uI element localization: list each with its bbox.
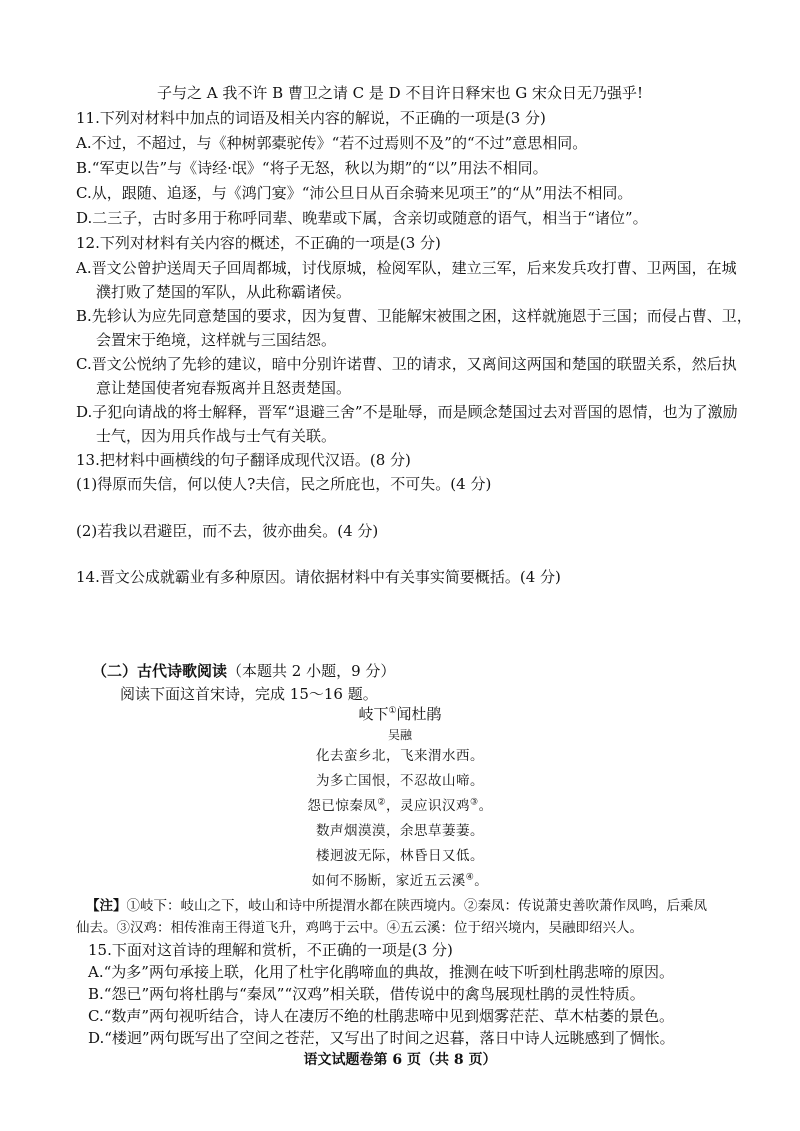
notes-text-1: ①岐下：岐山之下，岐山和诗中所提渭水都在陕西境内。②秦凤：传说萧史善吹萧作凤鸣，后乘凤 <box>126 898 707 914</box>
q13-sentence-1: (1)得原而失信，何以使人?夫信，民之所庇也，不可失。(4 分) <box>76 475 492 493</box>
poem-line-6 <box>0 871 800 891</box>
poem-line-6-part1: 如何不肠断，家近五云溪 <box>311 873 466 889</box>
q15-option-b: B.“怨已”两句将杜鹃与“秦凤”“汉鸡”相关联，借传说中的禽鸟展现杜鹃的灵性特质。 <box>88 985 645 1003</box>
q14-stem: 14.晋文公成就霸业有多种原因。请依据材料中有关事实简要概括。(4 分) <box>76 568 561 586</box>
q11-stem: 11.下列对材料中加点的词语及相关内容的解说，不正确的一项是(3 分) <box>76 109 546 127</box>
poem-notes-line1 <box>86 896 707 916</box>
q13-sentence-2: (2)若我以君避臣，而不去，彼亦曲矣。(4 分) <box>76 522 379 540</box>
q12-option-b-line1: B.先轸认为应先同意楚国的要求，因为复曹、卫能解宋被围之困，这样就施恩于三国；而侵占曹、卫， <box>76 307 752 325</box>
q11-option-b: B.“军吏以告”与《诗经·氓》“将子无怒，秋以为期”的“以”用法不相同。 <box>76 159 548 177</box>
poem-title-part2: 闻杜鹃 <box>396 705 442 723</box>
q15-option-a: A.“为多”两句承接上联，化用了杜宇化鹃啼血的典故，推测在岐下听到杜鹃悲啼的原因。 <box>88 963 674 981</box>
page-footer: 语文试题卷第 6 页（共 8 页） <box>303 1052 497 1068</box>
q12-stem: 12.下列对材料有关内容的概述，不正确的一项是(3 分) <box>76 234 441 252</box>
poem-line-6-mark: ④ <box>465 872 475 883</box>
poem-line-1: 化去蛮乡北，飞来渭水西。 <box>316 748 484 764</box>
section2-instruction: 阅读下面这首宋诗，完成 15～16 题。 <box>120 685 378 703</box>
q12-option-c-line2: 意让楚国使者宛春叛离并且怒责楚国。 <box>96 379 352 397</box>
q11-option-a: A.不过，不超过，与《种树郭橐驼传》“若不过焉则不及”的“不过”意思相同。 <box>76 134 588 152</box>
q11-option-c: C.从，跟随、追逐，与《鸿门宴》“沛公旦日从百余骑来见项王”的“从”用法不相同。 <box>76 184 633 202</box>
q15-stem: 15.下面对这首诗的理解和赏析，不正确的一项是(3 分) <box>88 941 453 959</box>
answer-marks-line: 子与之 A 我不许 B 曹卫之请 C 是 D 不目许日释宋也 G 宋众日无乃强乎! <box>156 84 644 102</box>
poem-line-3-mark1: ② <box>377 797 386 808</box>
q12-option-a-line1: A.晋文公曾护送周天子回周都城，讨伐原城，检阅军队，建立三军，后来发兵攻打曹、卫两国，在城 <box>76 259 737 277</box>
poem-title <box>0 704 800 724</box>
q12-option-b-line2: 会置宋于绝境，这样就与三国结怨。 <box>96 331 337 349</box>
notes-label: 【注】 <box>86 898 127 914</box>
section2-heading <box>92 661 395 681</box>
poem-line-6-tail: 。 <box>474 873 489 889</box>
q13-stem: 13.把材料中画横线的句子翻译成现代汉语。(8 分) <box>76 451 411 469</box>
poem-title-footnote-mark: ① <box>388 706 397 716</box>
poem-notes-line2: 仙去。③汉鸡：相传淮南王得道飞升，鸡鸣于云中。④五云溪：位于绍兴境内，吴融即绍兴人。 <box>76 920 643 936</box>
section2-title: （二）古代诗歌阅读 <box>92 662 228 680</box>
q12-option-d-line2: 士气，因为用兵作战与士气有关联。 <box>96 427 337 445</box>
poem-line-3 <box>0 796 800 816</box>
q12-option-a-line2: 濮打败了楚国的军队，从此称霸诸侯。 <box>96 283 352 301</box>
poem-line-4: 数声烟漠漠，余思草萋萋。 <box>316 823 484 839</box>
section2-scoring: （本题共 2 小题，9 分） <box>227 662 396 680</box>
q12-option-d-line1: D.子犯向请战的将士解释，晋军“退避三舍”不是耻辱，而是顾念楚国过去对晋国的恩情，也为了激励 <box>76 403 738 421</box>
poem-line-3-part2: ，灵应识汉鸡 <box>386 798 470 814</box>
q12-option-c-line1: C.晋文公悦纳了先轸的建议，暗中分别许诺曹、卫的请求，又离间这两国和楚国的联盟关系，然后执 <box>76 355 737 373</box>
poem-line-3-part1: 怨已惊秦凤 <box>307 798 378 814</box>
poem-line-2: 为多亡国恨，不忍故山啼。 <box>316 773 484 789</box>
poem-line-5: 楼迥波无际，林昏日又低。 <box>316 848 484 864</box>
q15-option-c: C.“数声”两句视听结合，诗人在凄厉不绝的杜鹃悲啼中见到烟雾茫茫、草木枯萎的景色。 <box>88 1007 675 1025</box>
poem-author: 吴融 <box>387 728 412 742</box>
poem-line-3-tail: 。 <box>478 798 493 814</box>
poem-title-part1: 岐下 <box>358 705 389 723</box>
poem-line-3-mark2: ③ <box>470 797 479 808</box>
q15-option-d: D.“楼迥”两句既写出了空间之苍茫，又写出了时间之迟暮，落日中诗人远眺感到了惆怅。 <box>88 1029 675 1047</box>
q11-option-d: D.二三子，古时多用于称呼同辈、晚辈或下属，含亲切或随意的语气，相当于“诸位”。 <box>76 209 648 227</box>
